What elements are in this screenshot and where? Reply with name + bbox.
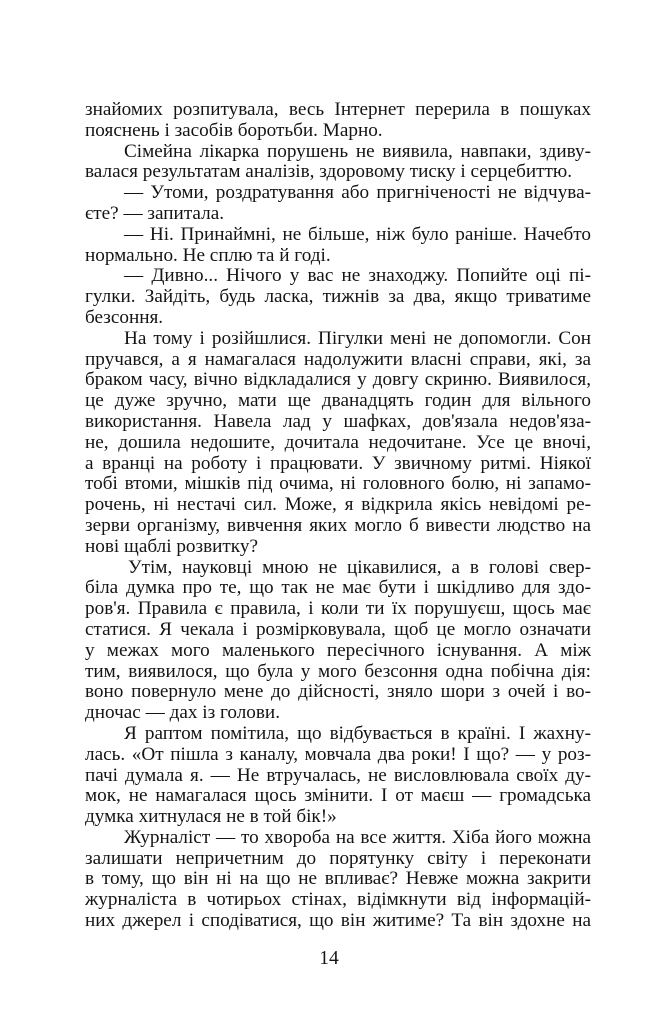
paragraph bbox=[85, 724, 591, 828]
text-line: мок, не намагалася щось змінити. І от маєш — громадська bbox=[85, 785, 591, 807]
text-line: — Ні. Принаймні, не більше, ніж було раніше. Начебто bbox=[124, 223, 591, 245]
paragraph bbox=[85, 828, 591, 932]
book-page-text bbox=[85, 100, 591, 932]
text-line: тим, виявилося, що була у мого безсоння одна побічна дія: bbox=[85, 660, 591, 682]
text-line: воно повернуло мене до дійсності, зняло шори з очей і во- bbox=[85, 681, 591, 703]
text-line: біла думка про те, що так не має бути і шкідливо для здо- bbox=[85, 577, 591, 599]
text-line: пояснень і засобів боротьби. Марно. bbox=[85, 119, 383, 141]
text-line: пручався, а я намагалася надолужити власні справи, які, за bbox=[85, 348, 591, 370]
page-number: 14 bbox=[319, 948, 339, 969]
paragraph bbox=[85, 329, 591, 558]
text-line: думка хитнулася не в той бік!» bbox=[85, 806, 337, 828]
text-line: статися. Я чекала і розмірковувала, щоб це могло означати bbox=[85, 618, 591, 640]
text-line: нормально. Не сплю та й годі. bbox=[85, 244, 331, 266]
text-line: лась. «От пішла з каналу, мовчала два роки! І що? — у роз- bbox=[85, 743, 591, 765]
text-line: браком часу, вічно відкладалися у довгу скриню. Виявилося, bbox=[85, 369, 591, 391]
text-line: валася результатам аналізів, здоровому тиску і серцебиттю. bbox=[85, 161, 573, 183]
text-line: журналіста в чотирьох стінах, відімкнути від інформацій- bbox=[85, 889, 591, 911]
text-line: пачі думала я. — Не втручалась, не висловлювала своїх ду- bbox=[85, 764, 591, 786]
text-line: знайомих розпитувала, весь Інтернет перерила в пошуках bbox=[85, 99, 591, 120]
text-line: зерви організму, вивчення яких могло б вивести людство на bbox=[85, 514, 591, 536]
text-line: — Дивно... Нічого у вас не знаходжу. Попийте оці пі- bbox=[124, 265, 591, 287]
text-line: єте? — запитала. bbox=[85, 202, 225, 224]
text-line: Журналіст — то хвороба на все життя. Хіба його можна bbox=[124, 826, 591, 848]
text-line: Утім, науковці мною не цікавилися, а в голові свер- bbox=[128, 556, 591, 578]
text-line: безсоння. bbox=[85, 306, 164, 328]
text-line: них джерел і сподіватися, що він житиме? Та він здохне на bbox=[85, 910, 591, 932]
text-line: це дуже зручно, мати ще дванадцять годин для вільного bbox=[85, 390, 591, 412]
text-line: Сімейна лікарка порушень не виявила, навпаки, здиву- bbox=[124, 140, 591, 162]
text-line: не, дошила недошите, дочитала недочитане. Усе це вночі, bbox=[85, 431, 591, 453]
text-line: — Утоми, роздратування або пригніченості не відчува- bbox=[124, 182, 591, 204]
text-line: у межах мого маленького пересічного існування. А між bbox=[85, 639, 591, 661]
text-line: тобі втоми, мішків під очима, ні головного болю, ні запамо- bbox=[85, 473, 591, 495]
text-line: а вранці на роботу і працювати. У звичному ритмі. Ніякої bbox=[85, 452, 591, 474]
text-line: нові щаблі розвитку? bbox=[85, 535, 258, 557]
paragraph bbox=[85, 266, 591, 328]
paragraph bbox=[85, 558, 591, 724]
text-line: залишати непричетним до порятунку світу і переконати bbox=[85, 847, 591, 869]
text-line: ров'я. Правила є правила, і коли ти їх порушуєш, щось має bbox=[85, 598, 591, 620]
paragraph bbox=[85, 100, 591, 142]
text-line: дночас — дах із голови. bbox=[85, 702, 280, 724]
paragraph bbox=[85, 142, 591, 184]
paragraph bbox=[85, 183, 591, 225]
text-line: гулки. Зайдіть, будь ласка, тижнів за два, якщо триватиме bbox=[85, 286, 591, 308]
paragraph bbox=[85, 225, 591, 267]
text-line: На тому і розійшлися. Пігулки мені не допомогли. Сон bbox=[124, 327, 591, 349]
text-line: рочень, ні нестачі сил. Може, я відкрила якісь невідомі ре- bbox=[85, 494, 591, 516]
text-line: в тому, що він ні на що не впливає? Невже можна закрити bbox=[85, 868, 591, 890]
text-line: використання. Навела лад у шафках, дов'язала недов'яза- bbox=[85, 410, 591, 432]
text-line: Я раптом помітила, що відбувається в країні. І жахну- bbox=[124, 722, 591, 744]
